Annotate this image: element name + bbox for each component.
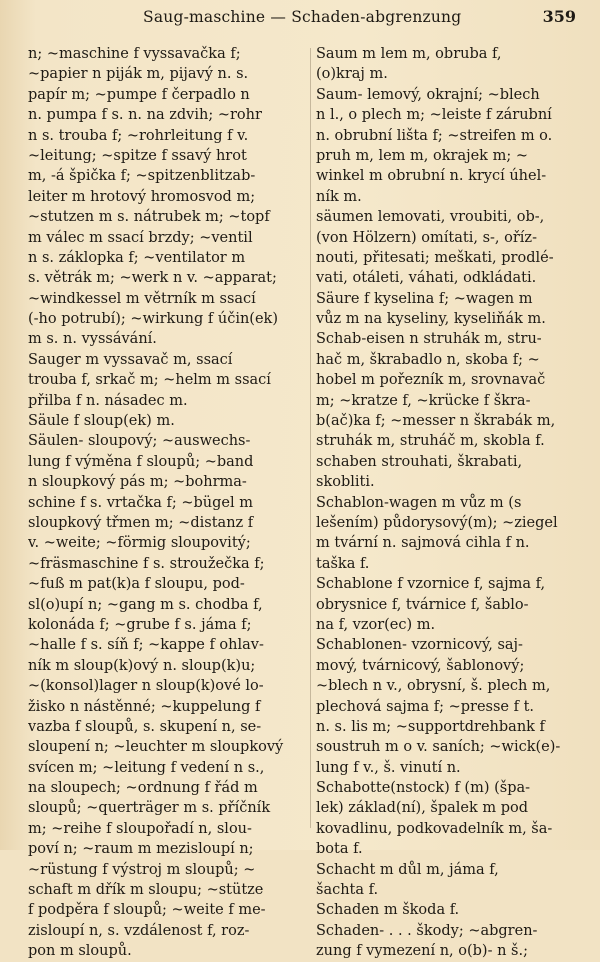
right-column-line: taška f.: [316, 555, 370, 572]
right-column-line: Schacht m důl m, jáma f,: [316, 861, 499, 878]
right-column-line: lek) základ(ní), špalek m pod: [316, 800, 529, 817]
right-column-line: ník m.: [316, 188, 362, 205]
left-column-line: n. pumpa f s. n. na zdvih; ~rohr: [28, 107, 262, 124]
left-column-line: na sloupech; ~ordnung f řád m: [28, 780, 258, 797]
left-column-line: sloupení n; ~leuchter m sloupkový: [28, 739, 284, 756]
right-column: [316, 44, 588, 962]
left-column-line: s. větrák m; ~werk n v. ~apparat;: [28, 270, 277, 287]
left-column-line: lung f výměna f sloupů; ~band: [28, 453, 254, 470]
left-column-line: kolonáda f; ~grube f s. jáma f;: [28, 616, 252, 633]
left-column-line: ník m sloup(k)ový n. sloup(k)u;: [28, 657, 256, 674]
right-column-line: ~blech n v., obrysní, š. plech m,: [316, 678, 551, 695]
left-column-line: (-ho potrubí); ~wirkung f účin(ek): [28, 311, 278, 328]
right-column-line: (o)kraj m.: [316, 66, 388, 83]
left-column-line: n s. záklopka f; ~ventilator m: [28, 249, 246, 266]
left-column-line: sl(o)upí n; ~gang m s. chodba f,: [28, 596, 263, 613]
page-number: 359: [542, 7, 576, 26]
right-column-line: nouti, přitesati; meškati, prodlé-: [316, 249, 554, 266]
right-column-line: hobel m pořezník m, srovnavač: [316, 372, 546, 389]
right-column-line: Schablon-wagen m vůz m (s: [316, 494, 522, 511]
left-column-line: Sauger m vyssavač m, ssací: [28, 351, 233, 368]
right-column-line: pruh m, lem m, okrajek m; ~: [316, 147, 528, 164]
right-column-line: m; ~kratze f, ~krücke f škra-: [316, 392, 531, 409]
left-column-line: ~fräsmaschine f s. stroužečka f;: [28, 555, 265, 572]
left-column-line: v. ~weite; ~förmig sloupovitý;: [28, 535, 251, 552]
left-column-line: pon m sloupů.: [28, 943, 132, 960]
left-column-line: n sloupkový pás m; ~bohrma-: [28, 474, 247, 491]
right-column-line: n. s. lis m; ~supportdrehbank f: [316, 718, 545, 735]
right-column-line: kovadlinu, podkovadelník m, ša-: [316, 820, 553, 837]
right-column-line: n l., o plech m; ~leiste f zárubní: [316, 107, 552, 124]
left-column-line: m; ~reihe f sloupořadí n, slou-: [28, 820, 252, 837]
right-column-line: Saum- lemový, okrajní; ~blech: [316, 86, 540, 103]
right-column-line: Schabotte(nstock) f (m) (špa-: [316, 780, 531, 797]
right-column-line: Schaden- . . . škody; ~abgren-: [316, 922, 538, 939]
left-column-line: ~fuß m pat(k)a f sloupu, pod-: [28, 576, 245, 593]
left-column-line: poví n; ~raum m mezisloupí n;: [28, 841, 254, 858]
left-column-line: schine f s. vrtačka f; ~bügel m: [28, 494, 253, 511]
right-column-line: m tvární n. sajmová cihla f n.: [316, 535, 530, 552]
right-column-line: na f, vzor(ec) m.: [316, 616, 436, 633]
left-column-line: ~papier n piják m, pijavý n. s.: [28, 66, 249, 83]
right-column-line: vati, otáleti, váhati, odkládati.: [316, 270, 537, 287]
left-column-line: sloupů; ~querträger m s. příčník: [28, 800, 271, 817]
left-column-line: žisko n nástěnné; ~kuppelung f: [28, 698, 261, 715]
left-column-line: ~leitung; ~spitze f ssavý hrot: [28, 147, 247, 164]
left-column-line: ~(konsol)lager n sloup(k)ové lo-: [28, 678, 264, 695]
left-column-line: f podpěra f sloupů; ~weite f me-: [28, 902, 266, 919]
left-column-line: svícen m; ~leitung f vedení n s.,: [28, 759, 265, 776]
left-column-line: m, -á špička f; ~spitzenblitzab-: [28, 168, 256, 185]
left-column-line: trouba f, srkač m; ~helm m ssací: [28, 372, 271, 389]
right-column-line: lung f v., š. vinutí n.: [316, 759, 461, 776]
right-column-line: obrysnice f, tvárnice f, šablo-: [316, 596, 529, 613]
column-divider: [310, 48, 311, 828]
right-column-line: soustruh m o v. saních; ~wick(e)-: [316, 739, 561, 756]
left-column-line: papír m; ~pumpe f čerpadlo n: [28, 86, 250, 103]
right-column-line: zung f vymezení n, o(b)- n š.;: [316, 943, 528, 960]
left-column-line: leiter m hrotový hromosvod m;: [28, 188, 256, 205]
running-title: Saug-maschine — Schaden-abgrenzung: [143, 8, 462, 26]
right-column-line: mový, tvárnicový, šablonový;: [316, 657, 525, 674]
left-column-line: Säule f sloup(ek) m.: [28, 413, 175, 430]
left-column-line: zisloupí n, s. vzdálenost f, roz-: [28, 922, 250, 939]
left-column-line: Säulen- sloupový; ~auswechs-: [28, 433, 251, 450]
right-column-line: Schablonen- vzornicový, saj-: [316, 637, 523, 654]
right-column-line: schaben strouhati, škrabati,: [316, 453, 523, 470]
left-column-line: vazba f sloupů, s. skupení n, se-: [28, 718, 262, 735]
right-column-line: n. obrubní lišta f; ~streifen m o.: [316, 127, 553, 144]
right-column-line: struhák m, struháč m, skobla f.: [316, 433, 545, 450]
right-column-line: skobliti.: [316, 474, 375, 491]
right-column-line: plechová sajma f; ~presse f t.: [316, 698, 535, 715]
left-column-line: ~stutzen m s. nátrubek m; ~topf: [28, 209, 270, 226]
left-column-line: n s. trouba f; ~rohrleitung f v.: [28, 127, 249, 144]
right-column-line: säumen lemovati, vroubiti, ob-,: [316, 209, 545, 226]
right-column-line: winkel m obrubní n. krycí úhel-: [316, 168, 547, 185]
left-column: [28, 44, 306, 962]
right-column-line: vůz m na kyseliny, kyseliňák m.: [316, 311, 546, 328]
left-column-line: n; ~maschine f vyssavačka f;: [28, 46, 241, 62]
left-column-line: m s. n. vyssávání.: [28, 331, 157, 348]
right-column-line: Saum m lem m, obruba f,: [316, 46, 502, 62]
right-column-line: (von Hölzern) omítati, s-, oříz-: [316, 229, 537, 246]
left-column-line: sloupkový třmen m; ~distanz f: [28, 514, 254, 531]
right-column-line: bota f.: [316, 841, 363, 858]
right-column-line: Schab-eisen n struhák m, stru-: [316, 331, 542, 348]
right-column-line: hač m, škrabadlo n, skoba f; ~: [316, 351, 540, 368]
left-column-line: schaft m dřík m sloupu; ~stütze: [28, 882, 264, 899]
left-column-line: ~rüstung f výstroj m sloupů; ~: [28, 861, 256, 878]
right-column-line: b(ač)ka f; ~messer n škrabák m,: [316, 413, 556, 430]
right-column-line: Schaden m škoda f.: [316, 902, 460, 919]
left-column-line: ~windkessel m větrník m ssací: [28, 290, 256, 307]
right-column-line: lešením) půdorysový(m); ~ziegel: [316, 514, 558, 531]
left-column-line: ~halle f s. síň f; ~kappe f ohlav-: [28, 637, 264, 654]
right-column-line: Säure f kyselina f; ~wagen m: [316, 290, 533, 307]
left-column-line: přilba f n. násadec m.: [28, 392, 188, 409]
left-column-line: m válec m ssací brzdy; ~ventil: [28, 229, 253, 246]
right-column-line: Schablone f vzornice f, sajma f,: [316, 576, 546, 593]
page-header: [18, 6, 586, 32]
right-column-line: šachta f.: [316, 882, 379, 899]
